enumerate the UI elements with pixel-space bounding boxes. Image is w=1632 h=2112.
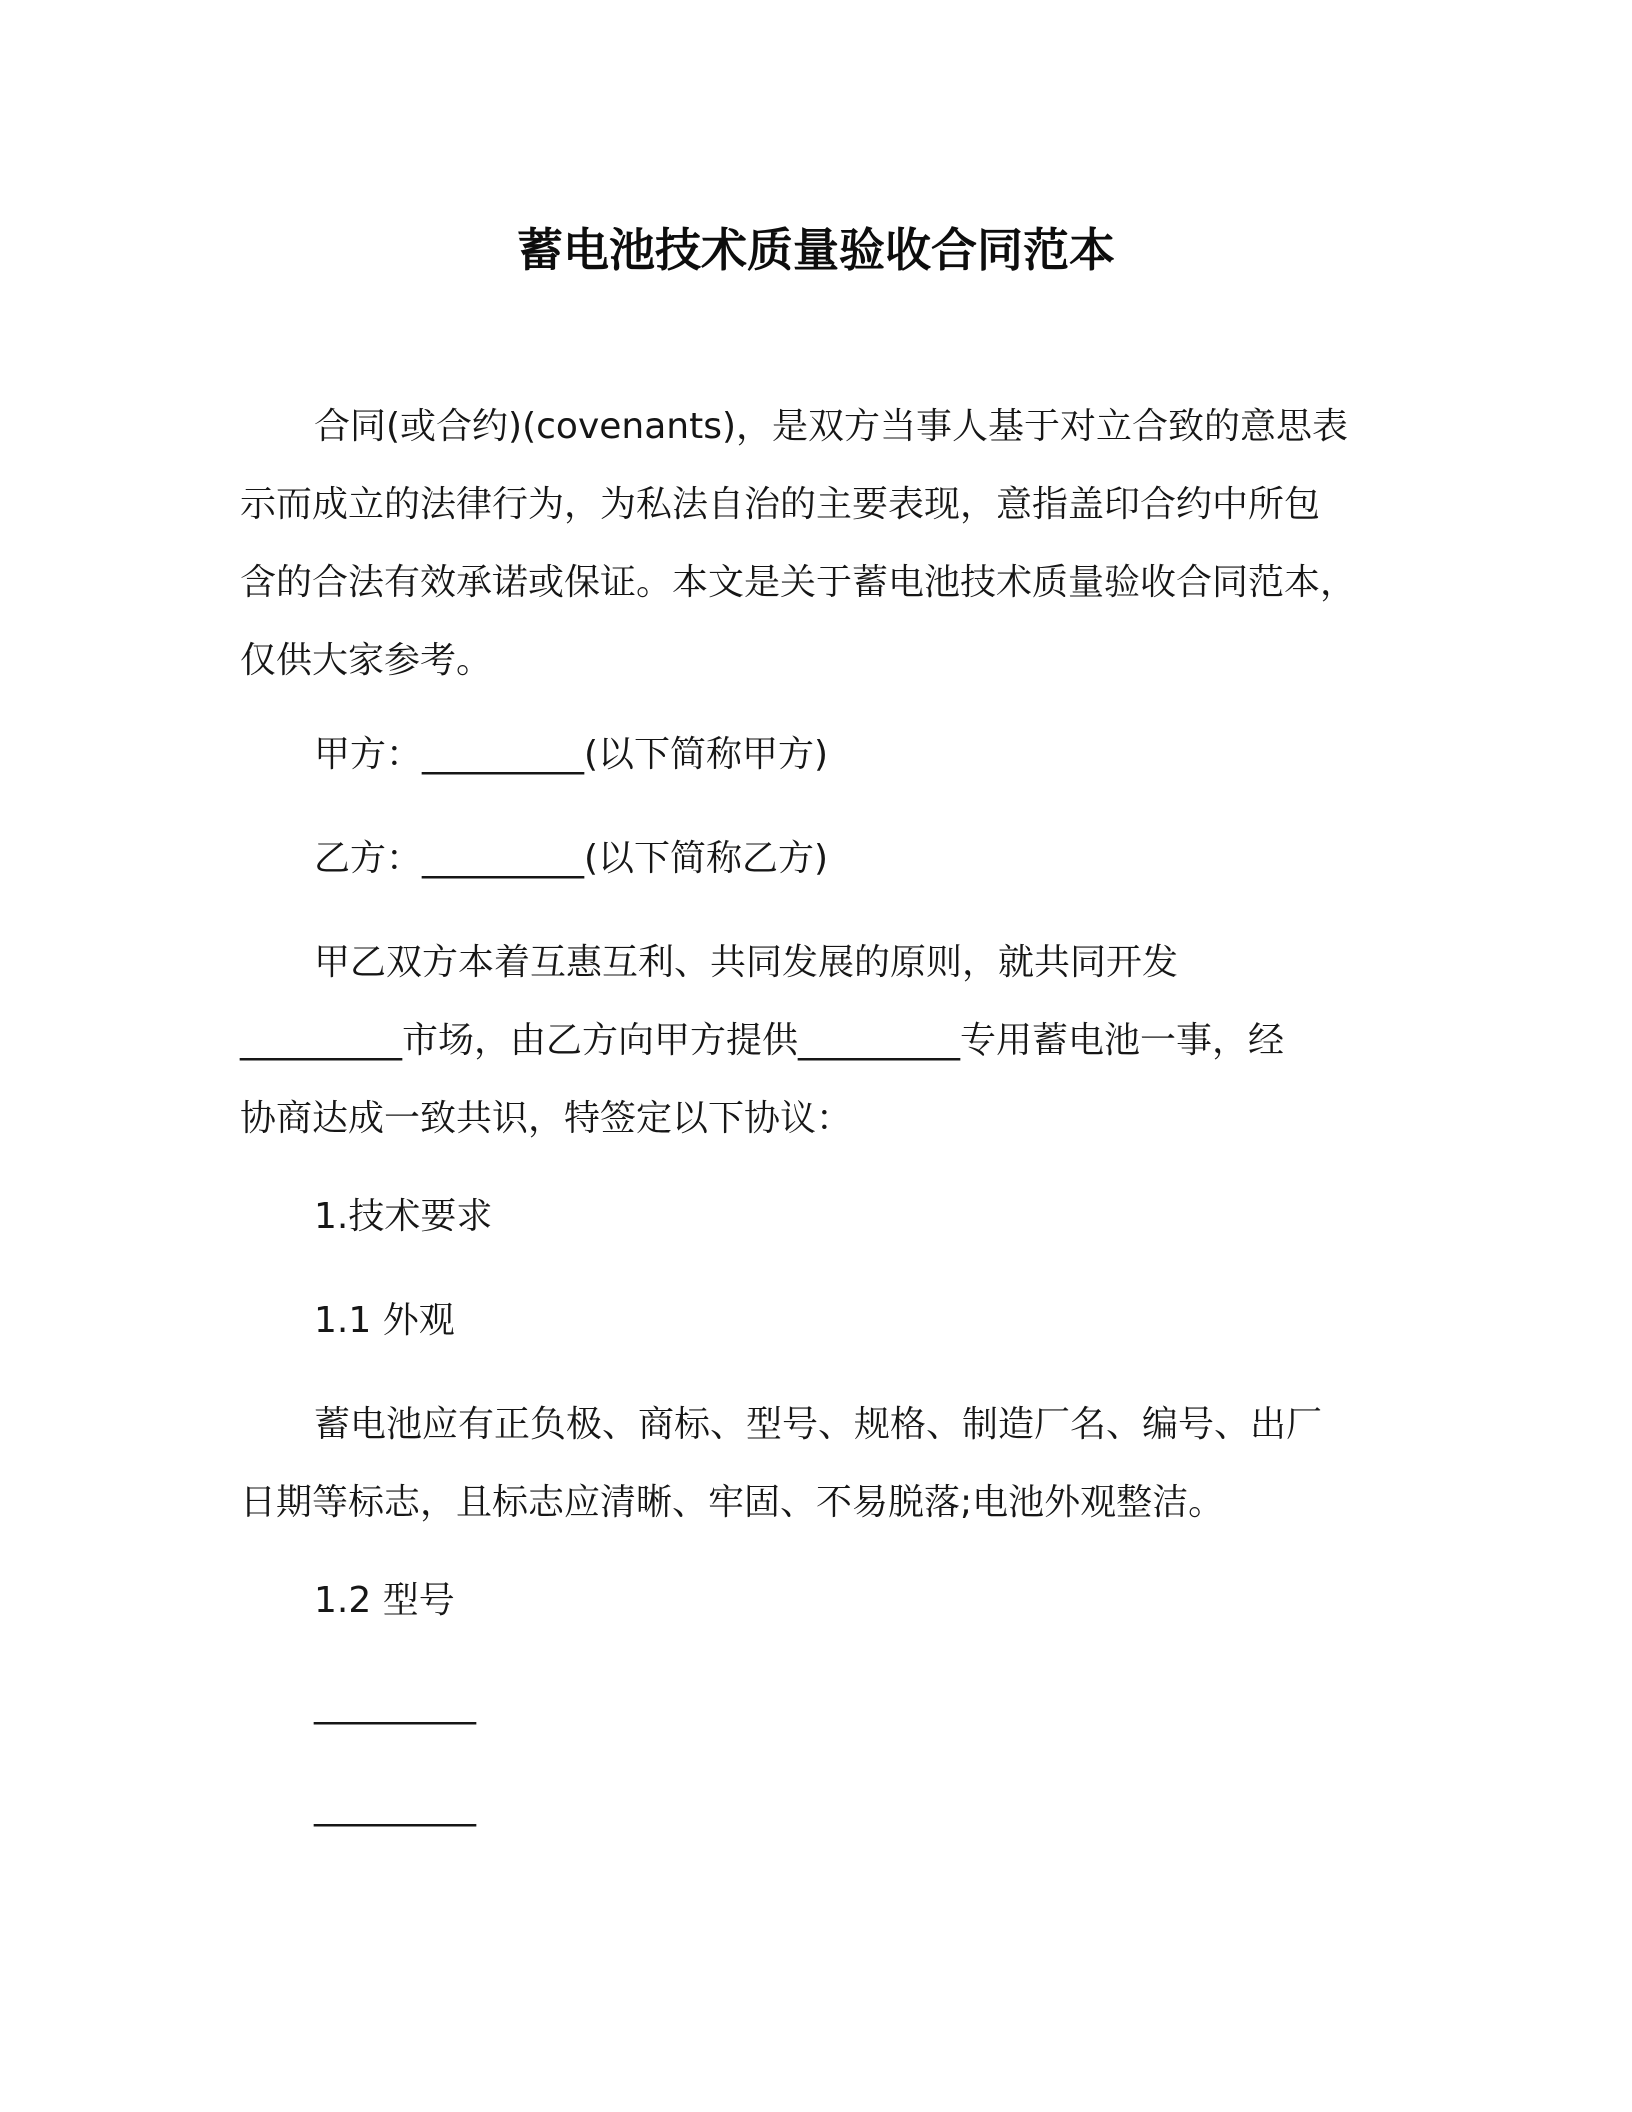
intro-paragraph [240,388,1370,700]
section-heading-appearance: 1.1 外观 [314,1300,455,1341]
appearance-line: 蓄电池应有正负极、商标、型号、规格、制造厂名、编号、出厂 [314,1404,1323,1445]
appearance-line: 日期等标志，且标志应清晰、牢固、不易脱落;电池外观整洁。 [240,1482,1225,1523]
section-heading-model: 1.2 型号 [314,1580,455,1621]
agreement-line: 协商达成一致共识，特签定以下协议： [240,1098,853,1139]
intro-line: 示而成立的法律行为，为私法自治的主要表现，意指盖印合约中所包 [240,484,1321,525]
document-title: 蓄电池技术质量验收合同范本 [517,223,1115,277]
intro-line: 仅供大家参考。 [240,640,493,681]
appearance-paragraph [240,1386,1370,1542]
agreement-line: _________市场，由乙方向甲方提供_________专用蓄电池一事，经 [240,1020,1285,1061]
party-a-line: 甲方：_________(以下简称甲方) [314,734,829,775]
party-b-line: 乙方：_________(以下简称乙方) [314,838,829,879]
agreement-line: 甲乙双方本着互惠互利、共同发展的原则，就共同开发 [314,942,1179,983]
blank-line: _________ [314,1684,476,1725]
intro-line: 合同(或合约)(covenants)，是双方当事人基于对立合致的意思表 [314,406,1349,447]
blank-line: _________ [314,1786,476,1827]
section-heading-technical-requirements: 1.技术要求 [314,1196,493,1237]
intro-line: 含的合法有效承诺或保证。本文是关于蓄电池技术质量验收合同范本， [240,562,1357,603]
agreement-paragraph [240,924,1370,1158]
